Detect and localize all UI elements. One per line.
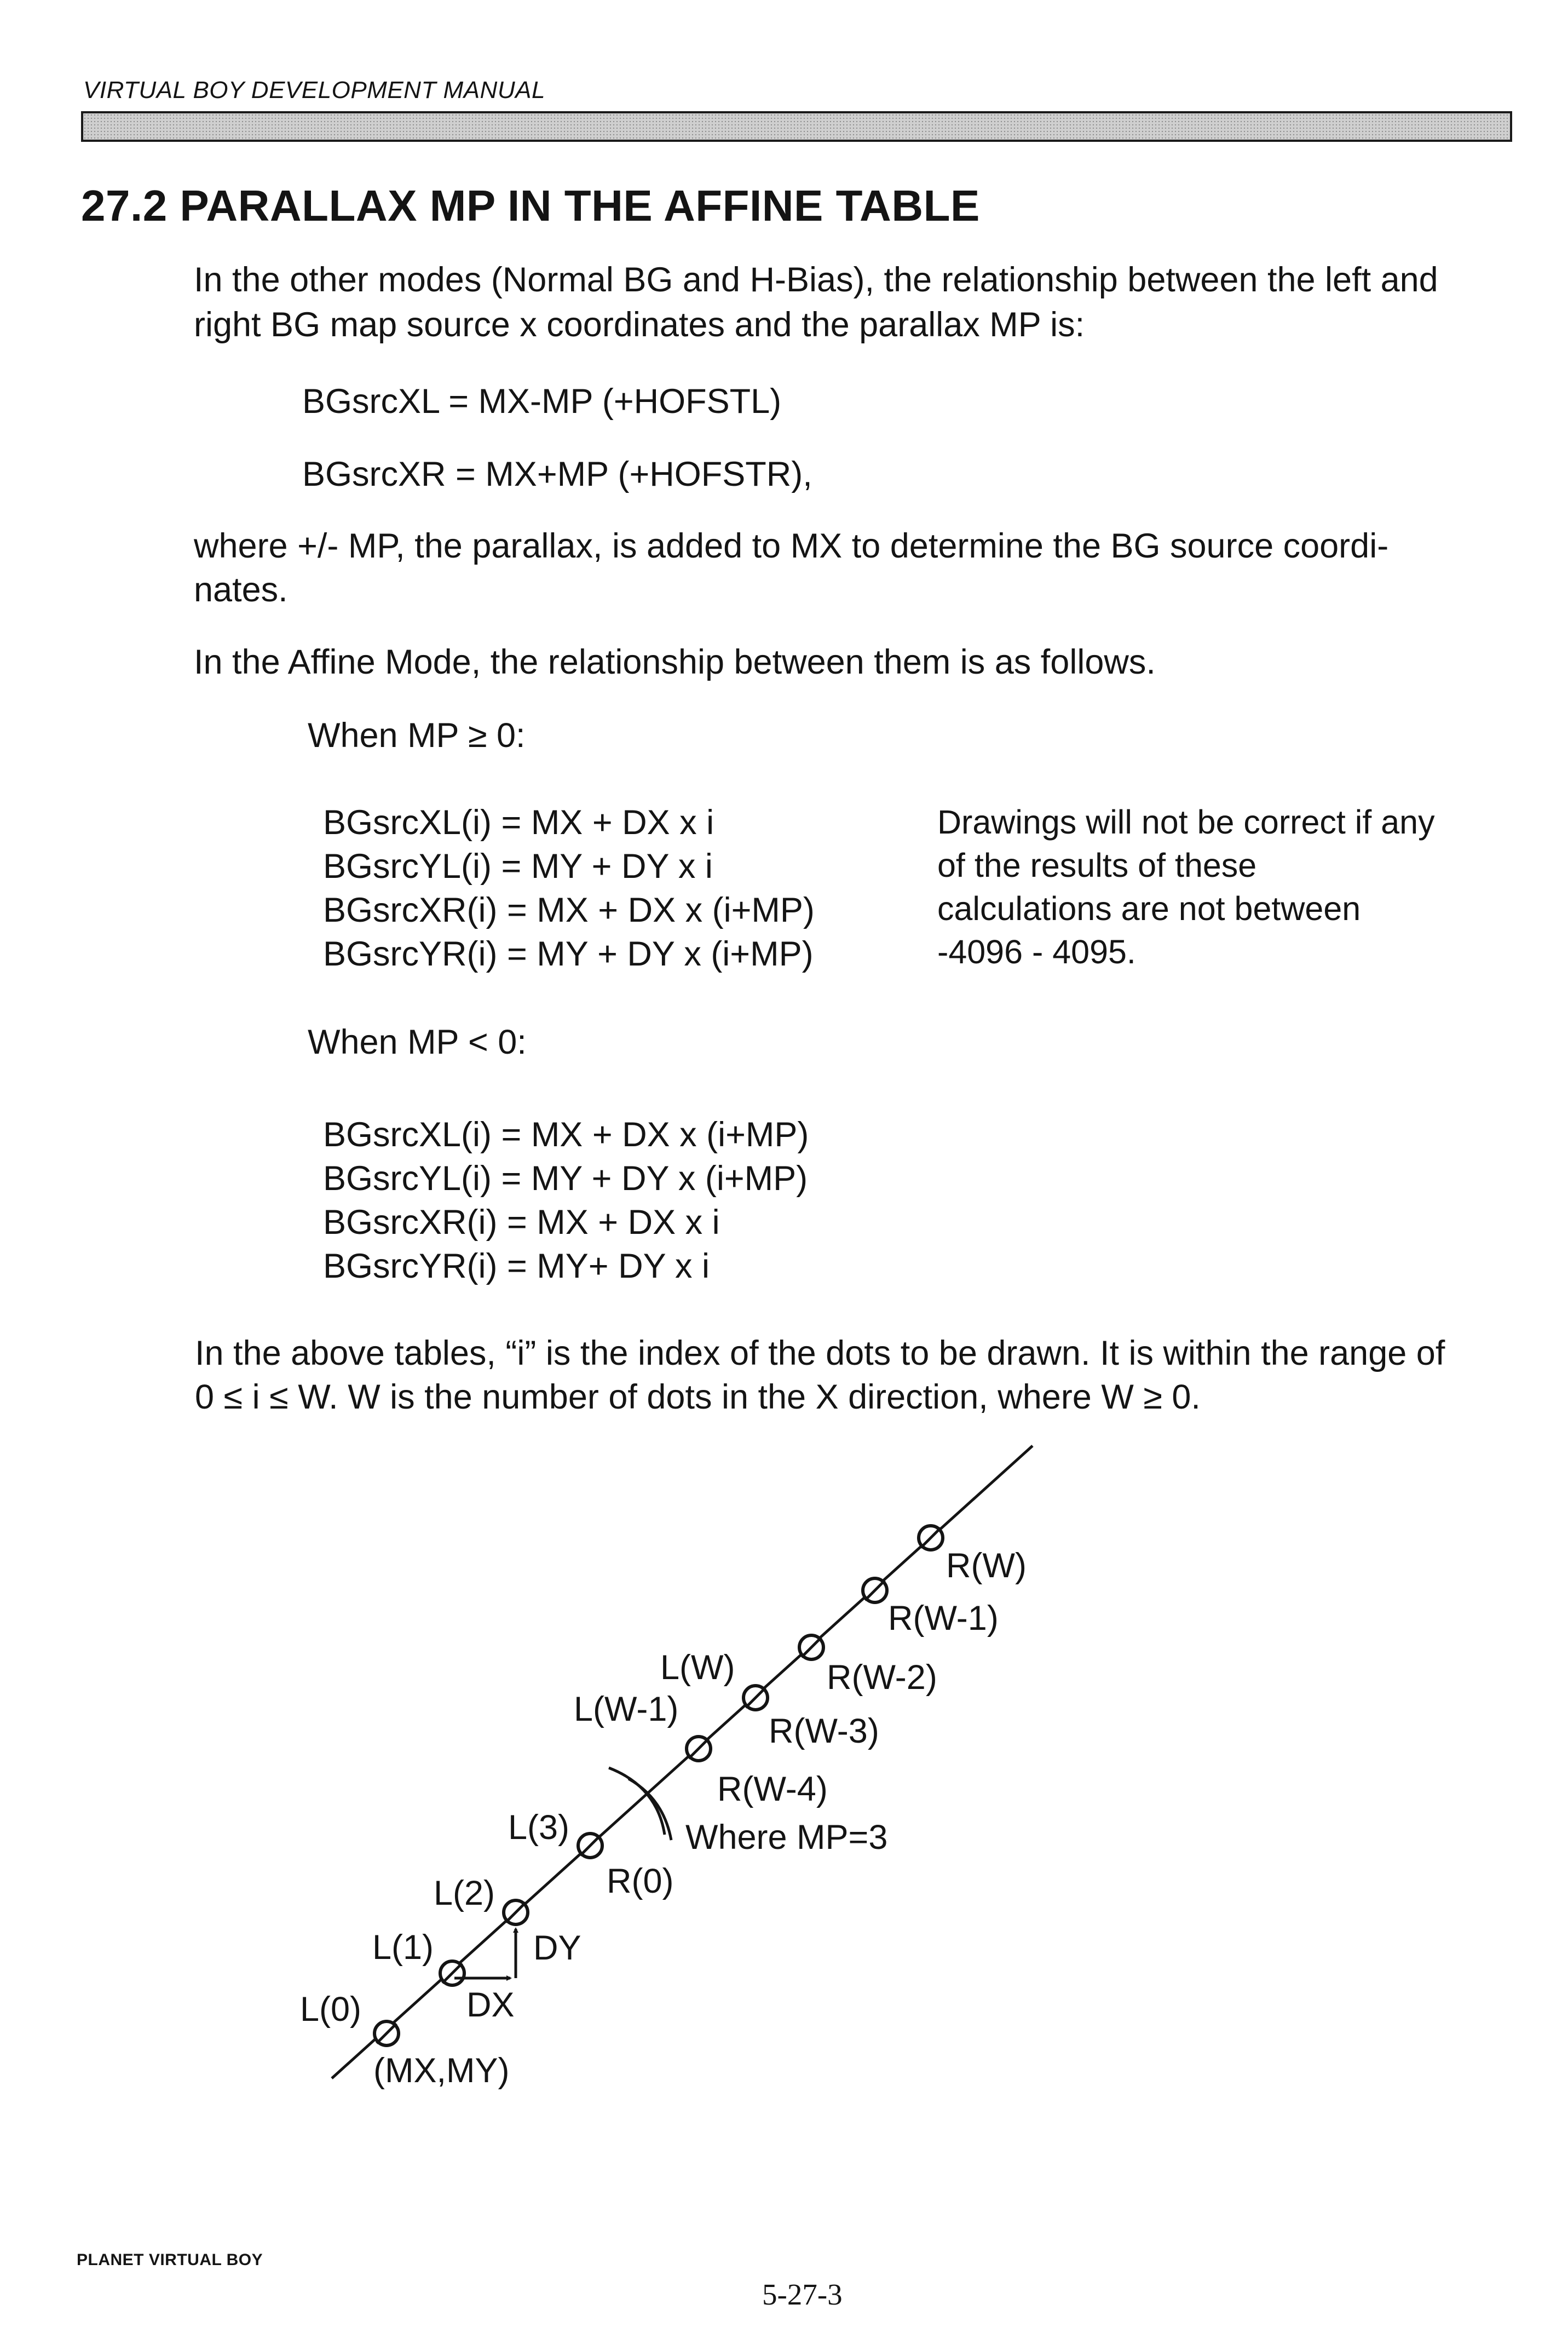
label-rw1: R(W-1) [888, 1599, 999, 1637]
formula-line: BGsrcYL(i) = MY + DY x i [323, 847, 713, 886]
case-positive-heading: When MP ≥ 0: [308, 716, 526, 755]
label-l0: L(0) [300, 1990, 362, 2029]
note-line: of the results of these [937, 847, 1257, 884]
formula-left-source: BGsrcXL = MX-MP (+HOFSTL) [302, 382, 782, 421]
label-lw: L(W) [660, 1648, 735, 1687]
page-number: 5-27-3 [762, 2278, 843, 2311]
formula-line: BGsrcYL(i) = MY + DY x (i+MP) [323, 1159, 808, 1198]
formula-line: BGsrcYR(i) = MY+ DY x i [323, 1247, 710, 1285]
case-negative-heading: When MP < 0: [308, 1023, 527, 1061]
note-line: -4096 - 4095. [937, 933, 1136, 970]
label-dy: DY [533, 1929, 581, 1967]
formula-line: BGsrcXL(i) = MX + DX x (i+MP) [323, 1116, 809, 1154]
label-l1: L(1) [372, 1928, 434, 1967]
footer-brand: PLANET VIRTUAL BOY [77, 2251, 263, 2269]
note-line: Drawings will not be correct if any [937, 803, 1435, 841]
label-rw: R(W) [946, 1547, 1027, 1585]
formula-right-source: BGsrcXR = MX+MP (+HOFSTR), [302, 455, 812, 493]
formula-line: BGsrcXR(i) = MX + DX x (i+MP) [323, 891, 815, 929]
formula-line: BGsrcYR(i) = MY + DY x (i+MP) [323, 935, 814, 973]
where-text-line-1: where +/- MP, the parallax, is added to MX to determine the BG source coordi- [194, 527, 1389, 565]
label-mp-note: Where MP=3 [685, 1818, 888, 1857]
label-dx: DX [466, 1986, 515, 2024]
note-line: calculations are not between [937, 890, 1361, 927]
where-text-line-2: nates. [194, 571, 288, 609]
formula-line: BGsrcXL(i) = MX + DX x i [323, 803, 714, 842]
section-title: 27.2 PARALLAX MP IN THE AFFINE TABLE [81, 181, 980, 230]
label-rw3: R(W-3) [769, 1712, 879, 1750]
label-r0: R(0) [607, 1862, 674, 1900]
label-rw2: R(W-2) [827, 1658, 937, 1697]
index-text-line-2: 0 ≤ i ≤ W. W is the number of dots in the X direction, where W ≥ 0. [195, 1378, 1201, 1416]
intro-text-line-2: right BG map source x coordinates and the parallax MP is: [194, 306, 1085, 344]
label-origin: (MX,MY) [373, 2052, 510, 2090]
label-rw4: R(W-4) [717, 1770, 828, 1808]
label-lw1: L(W-1) [574, 1690, 679, 1728]
label-l2: L(2) [434, 1874, 495, 1912]
label-l3: L(3) [508, 1808, 570, 1847]
running-header: VIRTUAL BOY DEVELOPMENT MANUAL [83, 77, 545, 104]
index-text-line-1: In the above tables, “i” is the index of the dots to be drawn. It is within the range of [195, 1334, 1445, 1372]
intro-text-line-1: In the other modes (Normal BG and H-Bias), the relationship between the left and [194, 261, 1438, 299]
formula-line: BGsrcXR(i) = MX + DX x i [323, 1203, 720, 1242]
affine-intro-text: In the Affine Mode, the relationship between them is as follows. [194, 643, 1156, 681]
